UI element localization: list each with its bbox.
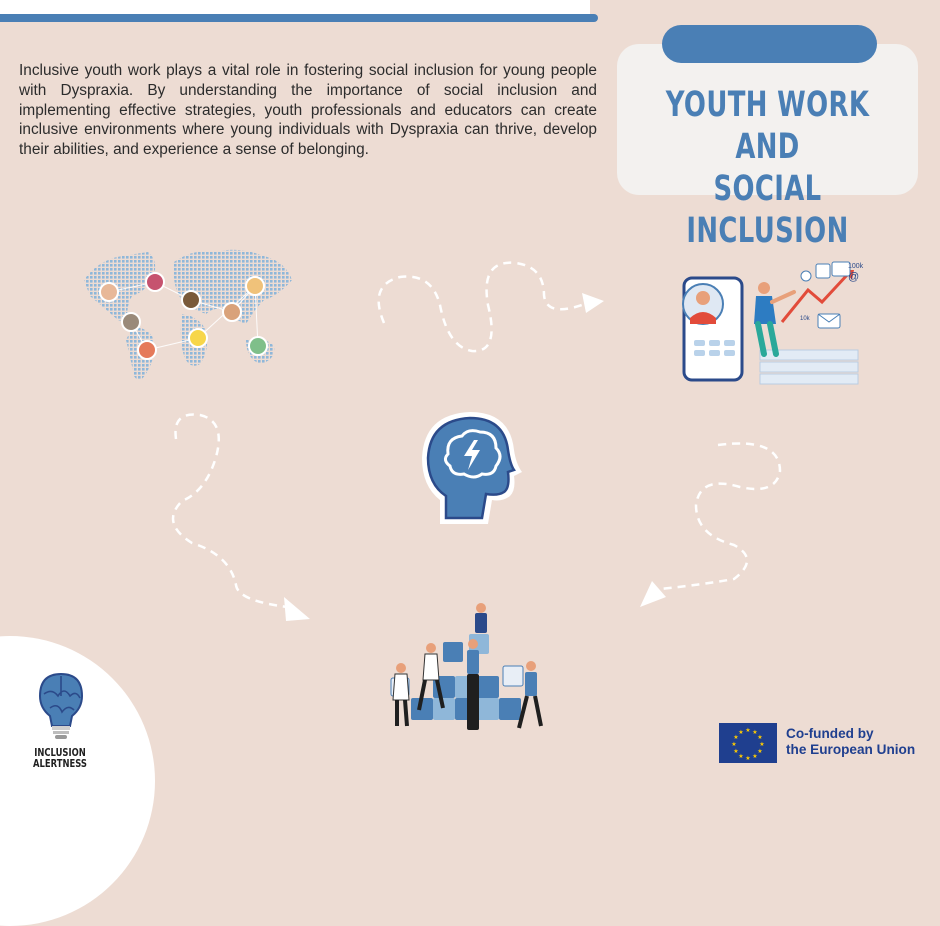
svg-text:★: ★ <box>731 741 737 748</box>
eu-line-1: Co-funded by <box>786 726 874 741</box>
dashed-arrow-left <box>160 405 320 630</box>
logo-line-1: INCLUSION <box>34 747 86 759</box>
at-sign-tag: @ <box>848 271 860 283</box>
title-pill <box>662 25 877 63</box>
svg-text:★: ★ <box>757 734 763 741</box>
svg-text:★: ★ <box>738 729 744 736</box>
svg-text:★: ★ <box>759 741 765 748</box>
title-line-2: SOCIAL INCLUSION <box>686 169 849 251</box>
svg-text:★: ★ <box>738 753 744 760</box>
logo-line-2: ALERTNESS <box>33 758 87 770</box>
brain-head-icon <box>418 410 522 526</box>
eu-flag-icon <box>719 723 777 763</box>
eu-funding-label <box>786 726 915 758</box>
svg-text:★: ★ <box>752 753 758 760</box>
eu-line-2: the European Union <box>786 742 916 757</box>
logo-wordmark <box>30 748 91 770</box>
social-media-illustration <box>672 258 872 388</box>
puzzle-teamwork-illustration <box>385 600 555 740</box>
stat-tag-10k: 10k <box>800 316 810 322</box>
svg-text:★: ★ <box>745 755 751 762</box>
world-map-icon <box>78 240 298 388</box>
page-title <box>656 84 879 252</box>
dashed-arrow-right <box>630 435 800 620</box>
svg-text:★: ★ <box>757 748 763 755</box>
stat-tag-100k: 100k <box>848 263 864 270</box>
svg-text:★: ★ <box>752 729 758 736</box>
svg-text:★: ★ <box>733 748 739 755</box>
title-line-1: YOUTH WORK AND <box>665 85 870 167</box>
intro-paragraph: Inclusive youth work plays a vital role in fostering social inclusion for young people with Dyspraxia. By understanding the importance of social inclusion and implementing effective strategies, youth professionals and educators can create inclusive environments where young individuals with Dyspraxia can thrive, develop their abilities, and experience a sense of belonging. <box>19 62 597 159</box>
svg-text:★: ★ <box>733 734 739 741</box>
dashed-arrow-top <box>368 255 608 360</box>
lightbulb-logo-icon <box>36 672 86 742</box>
svg-text:★: ★ <box>745 727 751 734</box>
top-accent-bar <box>0 14 598 22</box>
top-strip <box>0 0 590 14</box>
